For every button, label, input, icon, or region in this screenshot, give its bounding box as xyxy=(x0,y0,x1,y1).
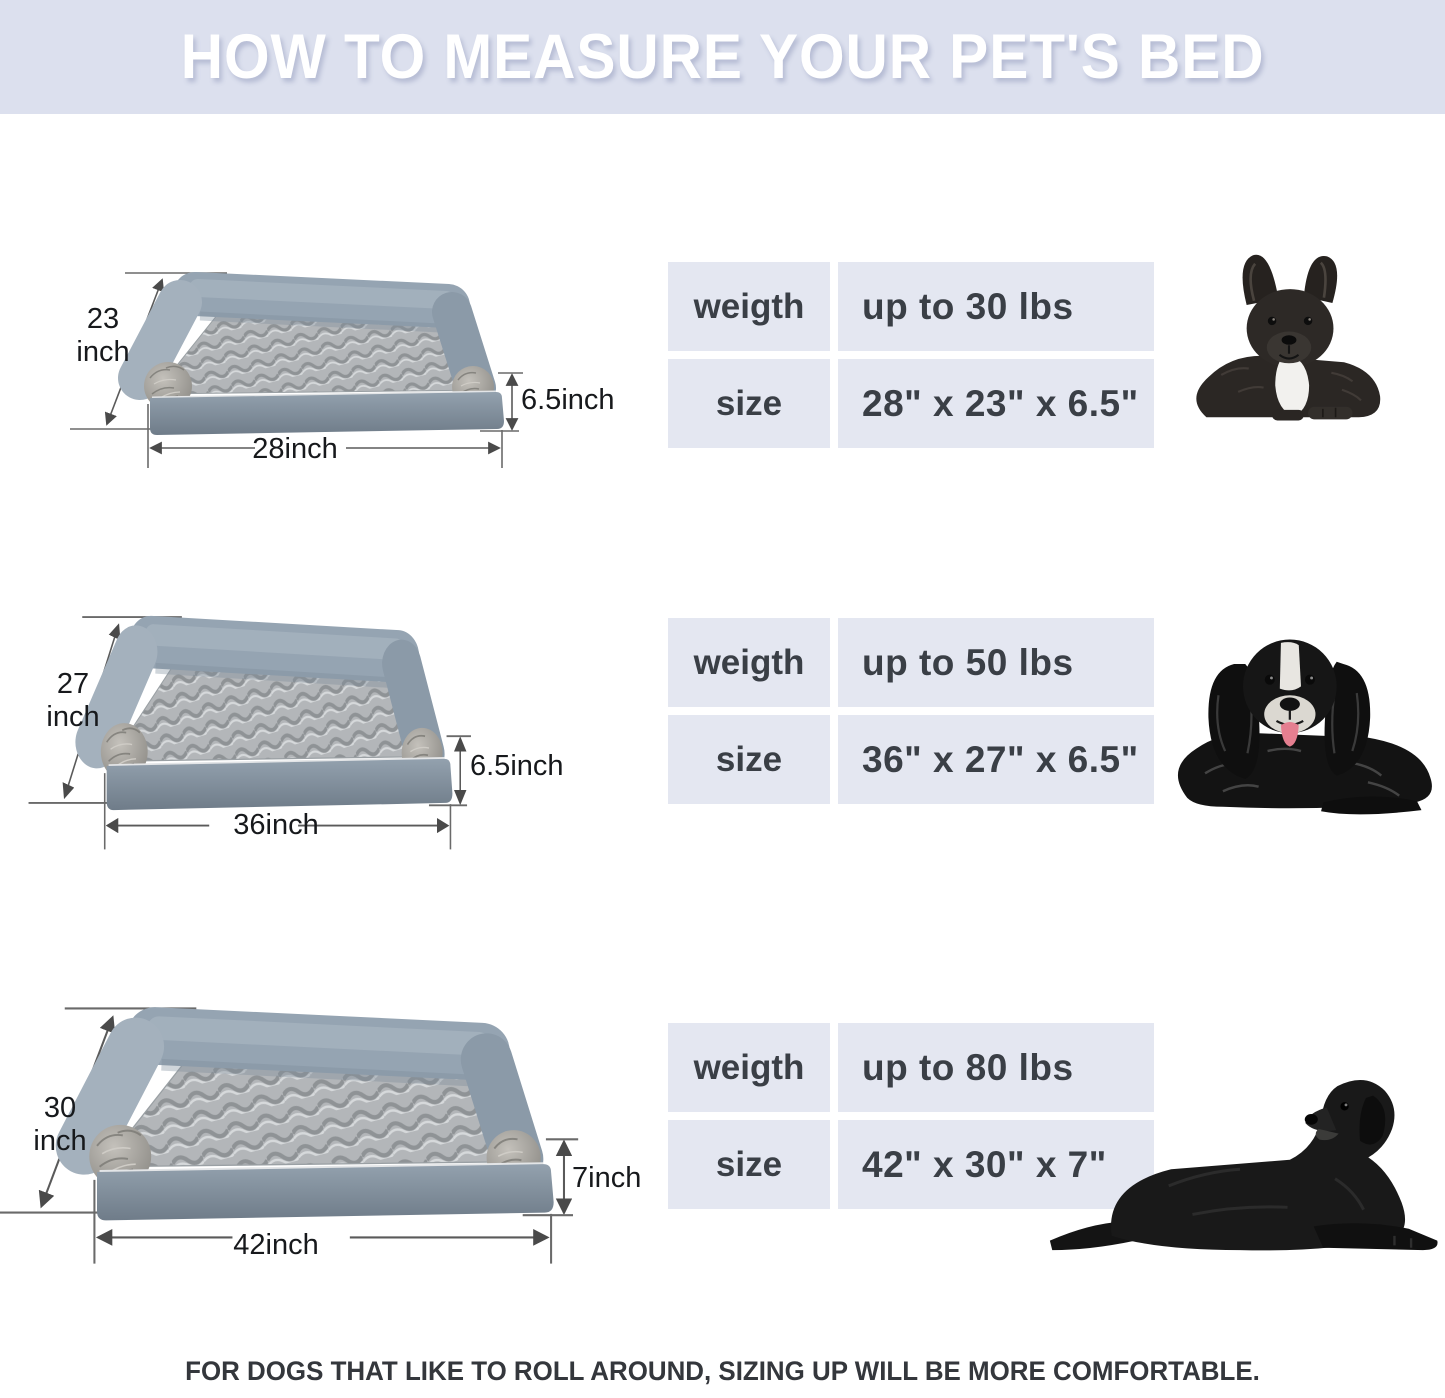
weight-label-cell: weigth xyxy=(668,1023,830,1112)
pet-bed-illustration-large xyxy=(0,981,742,1295)
depth-unit: inch xyxy=(76,336,130,368)
size-label-cell: size xyxy=(668,1120,830,1209)
size-value-cell: 42" x 30" x 7" xyxy=(838,1120,1154,1209)
header-banner xyxy=(0,0,1445,114)
footer-note: FOR DOGS THAT LIKE TO ROLL AROUND, SIZING UP WILL BE MORE COMFORTABLE. xyxy=(185,1356,1260,1386)
height-label: 6.5inch xyxy=(521,384,615,416)
depth-label xyxy=(61,303,145,369)
depth-value: 27 xyxy=(56,668,90,700)
weight-value-cell: up to 80 lbs xyxy=(838,1023,1154,1112)
weight-value-cell: up to 50 lbs xyxy=(838,618,1154,707)
depth-unit: inch xyxy=(46,701,100,733)
size-label-cell: size xyxy=(668,715,830,804)
width-label: 42inch xyxy=(233,1229,319,1261)
size-value-cell: 28" x 23" x 6.5" xyxy=(838,359,1154,448)
spec-table xyxy=(668,618,1154,804)
spec-table xyxy=(668,262,1154,448)
width-label: 36inch xyxy=(233,809,319,841)
size-value-cell: 36" x 27" x 6.5" xyxy=(838,715,1154,804)
size-label-cell: size xyxy=(668,359,830,448)
page-title: HOW TO MEASURE YOUR PET'S BED xyxy=(180,22,1265,92)
black-labrador-image xyxy=(1038,1048,1442,1268)
cocker-spaniel-image xyxy=(1156,606,1445,818)
depth-unit: inch xyxy=(33,1125,87,1157)
width-label: 28inch xyxy=(252,433,338,465)
weight-label-cell: weigth xyxy=(668,618,830,707)
depth-label xyxy=(31,668,115,734)
depth-label xyxy=(18,1092,102,1158)
height-label: 7inch xyxy=(572,1162,642,1194)
height-label: 6.5inch xyxy=(470,750,564,782)
weight-value-cell: up to 30 lbs xyxy=(838,262,1154,351)
depth-value: 23 xyxy=(86,303,120,335)
weight-label-cell: weigth xyxy=(668,262,830,351)
depth-value: 30 xyxy=(43,1092,77,1124)
french-bulldog-image xyxy=(1183,250,1395,430)
